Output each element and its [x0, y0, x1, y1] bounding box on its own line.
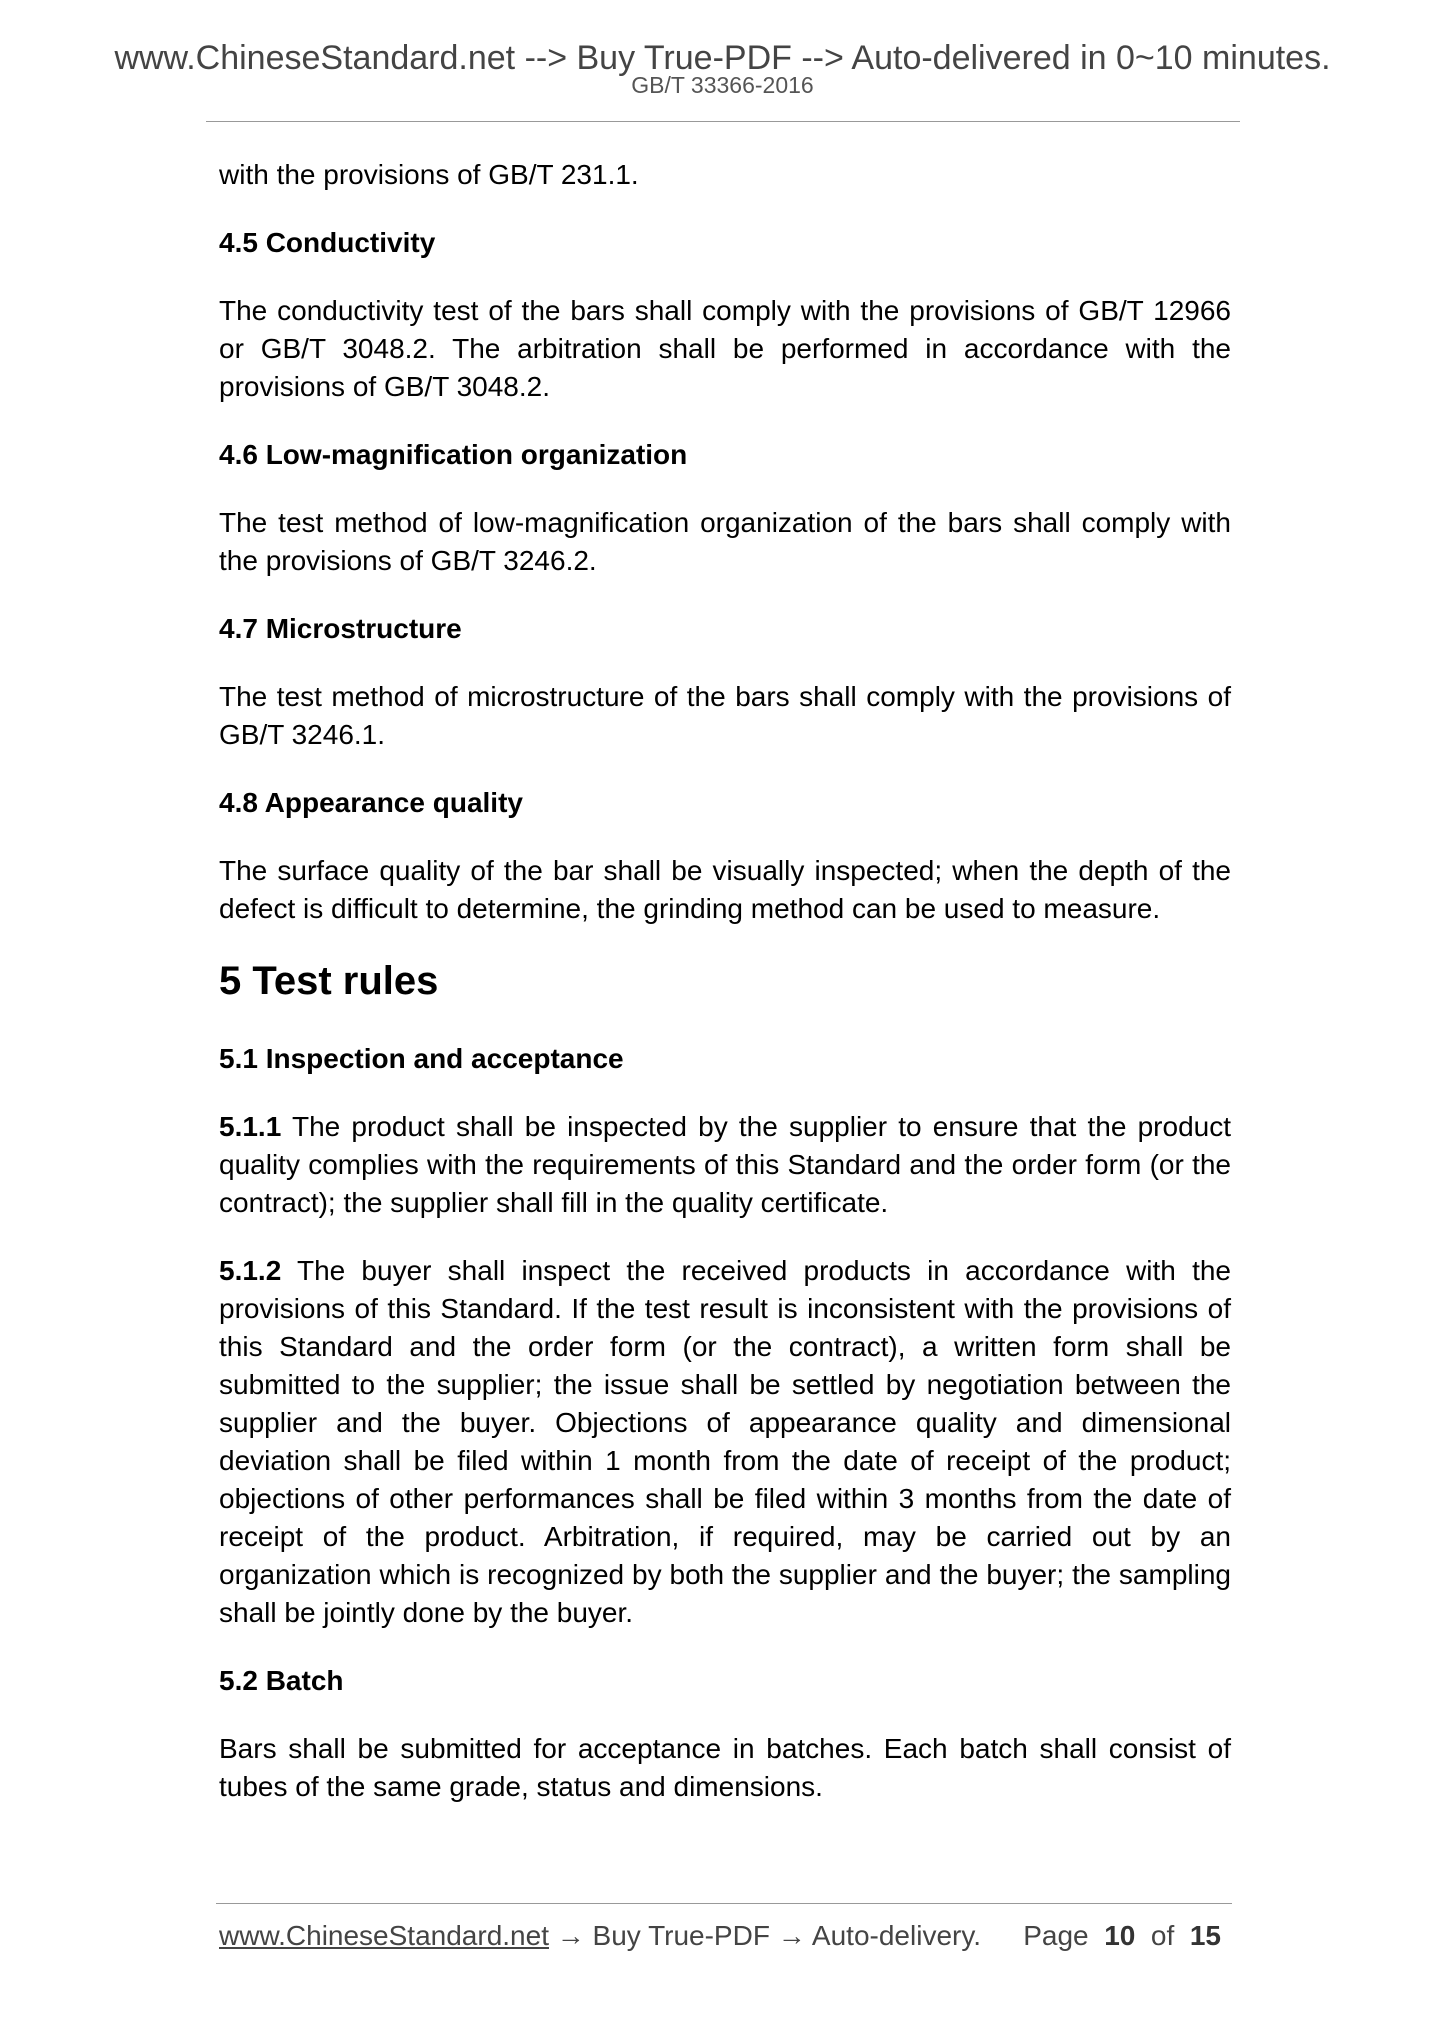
clause-5-1-2	[219, 1252, 1231, 1632]
footer-left	[219, 1918, 981, 1954]
clause-5-1-1-number: 5.1.1	[219, 1111, 282, 1142]
page-label: Page	[1023, 1920, 1089, 1951]
section-4-5-heading: 4.5 Conductivity	[219, 227, 436, 258]
section-4-8-text: The surface quality of the bar shall be visually inspected; when the depth of the defect is difficult to determine, the grinding method can be used to measure.	[219, 855, 1231, 924]
clause-5-1-2-text: The buyer shall inspect the received products in accordance with the provisions of this Standard. If the test result is inconsistent with the provisions of this Standard and the order form (or the contract), a written form shall be submitted to the supplier; the issue shall be settled by negotiation between the supplier and the buyer. Objections of appearance quality and dimensional deviation shall be filed within 1 month from the date of receipt of the product; objections of other performances shall be filed within 3 months from the date of receipt of the product. Arbitration, if required, may be carried out by an organization which is recognized by both the supplier and the buyer; the sampling shall be jointly done by the buyer.	[219, 1255, 1231, 1628]
section-5-2-text: Bars shall be submitted for acceptance in batches. Each batch shall consist of tubes of the same grade, status and dimensions.	[219, 1733, 1231, 1802]
continuation-text: with the provisions of GB/T 231.1.	[219, 159, 639, 190]
footer-divider	[216, 1903, 1232, 1904]
standard-code: GB/T 33366-2016	[631, 72, 814, 98]
page-number: 10	[1104, 1920, 1136, 1951]
section-4-6-text: The test method of low-magnification organization of the bars shall comply with the provisions of GB/T 3246.2.	[219, 507, 1231, 576]
section-4-8-heading: 4.8 Appearance quality	[219, 787, 523, 818]
footer-site-link[interactable]: www.ChineseStandard.net	[219, 1920, 549, 1951]
clause-5-1-2-number: 5.1.2	[219, 1255, 282, 1286]
section-4-5-text: The conductivity test of the bars shall comply with the provisions of GB/T 12966 or GB/T 3048.2. The arbitration shall be performed in accordance with the provisions of GB/T 3048.2.	[219, 295, 1231, 402]
section-4-7-text: The test method of microstructure of the bars shall comply with the provisions of GB/T 3246.1.	[219, 681, 1231, 750]
page-footer	[219, 1918, 1231, 1954]
document-body	[219, 156, 1231, 1836]
footer-nav-text: → Buy True-PDF → Auto-delivery.	[548, 1920, 982, 1951]
section-5-1-heading: 5.1 Inspection and acceptance	[219, 1043, 624, 1074]
clause-5-1-1	[219, 1108, 1231, 1222]
clause-5-1-1-text: The product shall be inspected by the supplier to ensure that the product quality complies with the requirements of this Standard and the order form (or the contract); the supplier shall fill in the quality certificate.	[219, 1111, 1231, 1218]
header-divider	[206, 121, 1240, 122]
section-4-6-heading: 4.6 Low-magnification organization	[219, 439, 688, 470]
of-label: of	[1150, 1920, 1175, 1951]
page-indicator	[1023, 1918, 1221, 1954]
chapter-5-heading: 5 Test rules	[219, 959, 439, 1003]
page-total: 15	[1189, 1920, 1221, 1951]
site-banner: www.ChineseStandard.net --> Buy True-PDF --> Auto-delivered in 0~10 minutes.	[114, 39, 1331, 77]
section-4-7-heading: 4.7 Microstructure	[219, 613, 462, 644]
section-5-2-heading: 5.2 Batch	[219, 1665, 344, 1696]
